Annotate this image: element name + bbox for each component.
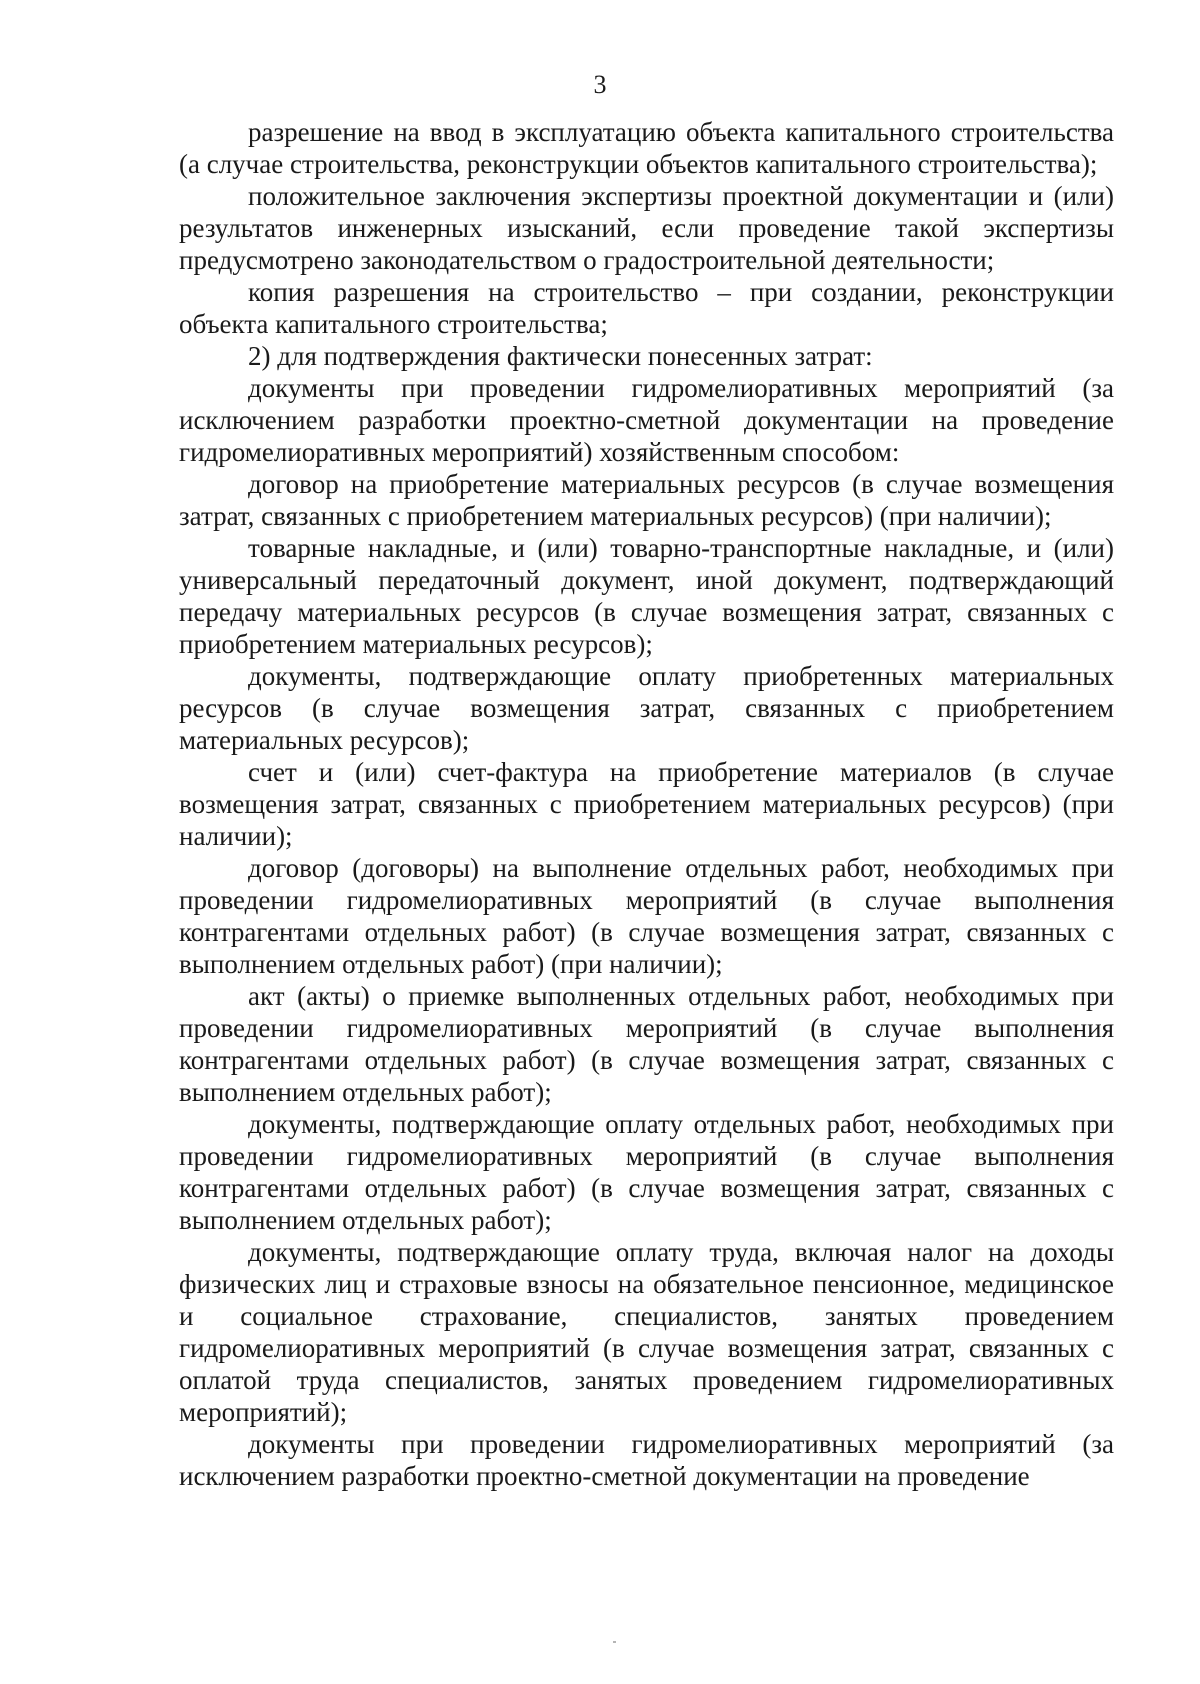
paragraph-labor-payment: документы, подтверждающие оплату труда, включая налог на доходы физических лиц и страховые взносы на обязательное пенсионное, медицинское и социальное страхование, специалистов, занятых проведением гидромелиоративных мероприятий (в случае возмещения затрат, связанных с оплатой труда специалистов, занятых проведением гидромелиоративных мероприятий); xyxy=(179,1237,1114,1427)
paragraph-materials-contract: договор на приобретение материальных ресурсов (в случае возмещения затрат, связанных с приобретением материальных ресурсов) (при наличии); xyxy=(179,469,1114,531)
paragraph-works-payment: документы, подтверждающие оплату отдельных работ, необходимых при проведении гидромелиоративных мероприятий (в случае выполнения контрагентами отдельных работ) (в случае возмещения затрат, связанных с выполнением отдельных работ); xyxy=(179,1109,1114,1235)
paragraph-continuation: документы при проведении гидромелиоративных мероприятий (за исключением разработки проектно-сметной документации на проведение xyxy=(179,1429,1114,1491)
paragraph-permit-commissioning: разрешение на ввод в эксплуатацию объекта капитального строительства (а случае строительства, реконструкции объектов капитального строительства); xyxy=(179,117,1114,179)
paragraph-actual-costs-heading: 2) для подтверждения фактически понесенных затрат: xyxy=(248,341,873,371)
scan-speck xyxy=(613,1641,616,1643)
document-body xyxy=(179,116,1114,1492)
paragraph-waybills: товарные накладные, и (или) товарно-транспортные накладные, и (или) универсальный передаточный документ, иной документ, подтверждающий передачу материальных ресурсов (в случае возмещения затрат, связанных с приобретением материальных ресурсов); xyxy=(179,533,1114,659)
paragraph-construction-permit: копия разрешения на строительство – при создании, реконструкции объекта капитального строительства; xyxy=(179,277,1114,339)
paragraph-works-contract: договор (договоры) на выполнение отдельных работ, необходимых при проведении гидромелиоративных мероприятий (в случае выполнения контрагентами отдельных работ) (в случае возмещения затрат, связанных с выполнением отдельных работ) (при наличии); xyxy=(179,853,1114,979)
page-number: 3 xyxy=(593,70,607,99)
paragraph-expertise-conclusion: положительное заключения экспертизы проектной документации и (или) результатов инженерных изысканий, если проведение такой экспертизы предусмотрено законодательством о градостроительной деятельности; xyxy=(179,181,1114,275)
paragraph-economic-method-documents: документы при проведении гидромелиоративных мероприятий (за исключением разработки проектно-сметной документации на проведение гидромелиоративных мероприятий) хозяйственным способом: xyxy=(179,373,1114,467)
paragraph-materials-payment: документы, подтверждающие оплату приобретенных материальных ресурсов (в случае возмещения затрат, связанных с приобретением материальных ресурсов); xyxy=(179,661,1114,755)
paragraph-invoice: счет и (или) счет-фактура на приобретение материалов (в случае возмещения затрат, связанных с приобретением материальных ресурсов) (при наличии); xyxy=(179,757,1114,851)
paragraph-acceptance-acts: акт (акты) о приемке выполненных отдельных работ, необходимых при проведении гидромелиоративных мероприятий (в случае выполнения контрагентами отдельных работ) (в случае возмещения затрат, связанных с выполнением отдельных работ); xyxy=(179,981,1114,1107)
